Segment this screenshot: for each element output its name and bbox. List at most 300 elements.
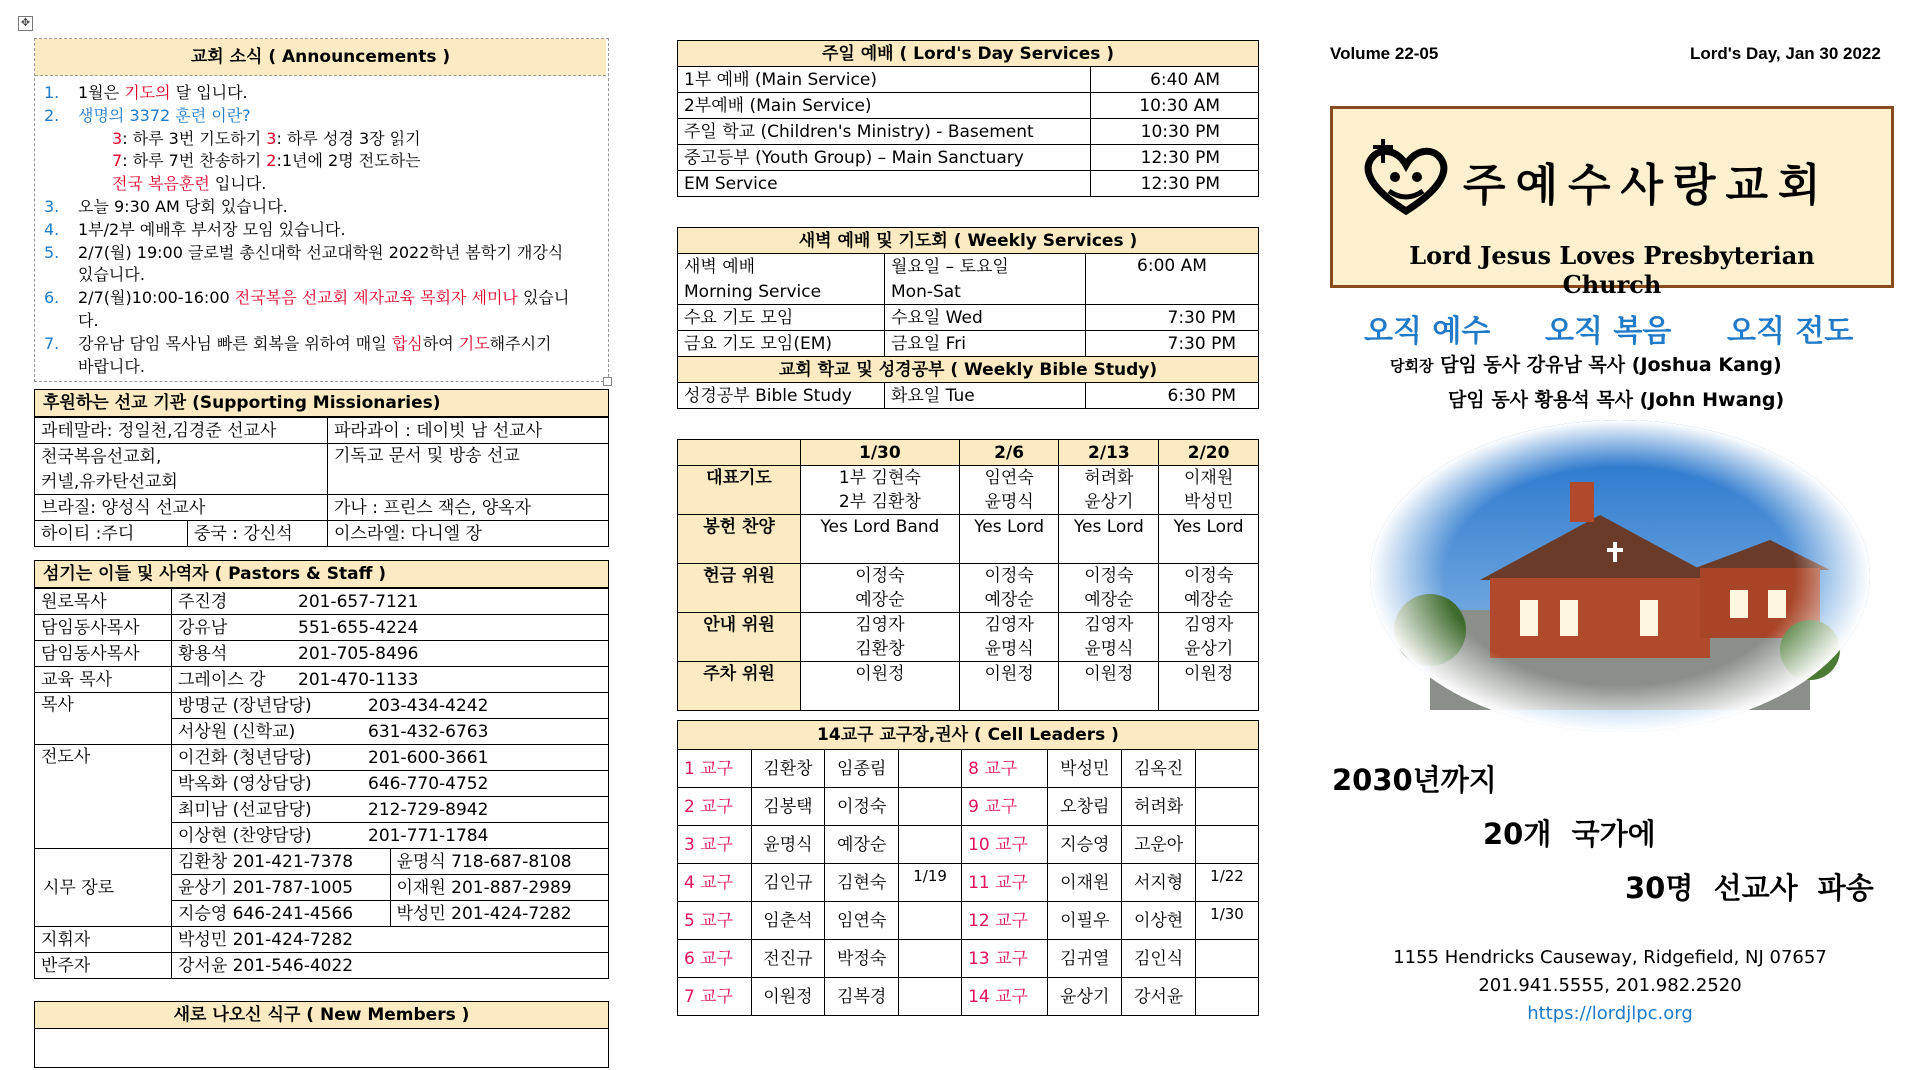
cell-number: 8 교구 — [962, 750, 1048, 788]
volume-label: Volume 22-05 — [1330, 44, 1439, 63]
duty-roster — [677, 439, 1259, 711]
cell-number: 1 교구 — [678, 750, 752, 788]
weekly-cell: Mon-Sat — [885, 279, 1086, 305]
elder-cell: 윤상기 201-787-1005 — [172, 875, 391, 901]
duty-cell-line: 이원정 — [1084, 664, 1134, 684]
announcement-number: 4. — [44, 219, 60, 239]
weekly-time: 7:30 PM — [1086, 331, 1259, 357]
duty-cell — [959, 515, 1059, 564]
duty-cell-line: Yes Lord — [1173, 517, 1244, 537]
elder-cell: 박성민 201-424-7282 — [390, 901, 609, 927]
duty-cell-line: 이정숙 — [1183, 566, 1234, 586]
staff-name-phone — [172, 823, 609, 849]
announcement-line — [44, 196, 288, 218]
duty-cell-line: 예장순 — [1183, 590, 1234, 610]
motto-2: 오직 복음 — [1545, 314, 1672, 349]
cell-leader-name: 고운아 — [1122, 826, 1196, 864]
duty-cell-line: 윤명식 — [984, 492, 1034, 512]
church-english-name: Lord Jesus Loves Presbyterian Church — [1409, 241, 1815, 299]
announcement-text: 있습니 — [517, 288, 570, 308]
service-name: EM Service — [678, 171, 1091, 197]
staff-phone: 551-655-4224 — [298, 617, 419, 638]
announcement-text: 3 — [266, 128, 277, 148]
announcement-text: 7 — [112, 151, 123, 171]
duty-header-row — [678, 440, 1259, 466]
cell-leaders-title: 14교구 교구장,권사 ( Cell Leaders ) — [678, 721, 1259, 750]
duty-row — [678, 564, 1259, 613]
cell-leader-name: 허려화 — [1122, 788, 1196, 826]
announcement-text: 1월은 — [78, 83, 125, 102]
cell-row — [678, 978, 1259, 1016]
cell-row — [678, 826, 1259, 864]
duty-cell — [1059, 466, 1159, 515]
cell-leader-name: 이상현 — [1122, 902, 1196, 940]
services-title: 주일 예배 ( Lord's Day Services ) — [678, 41, 1259, 67]
staff-role: 목사 — [35, 693, 172, 745]
cell-leader-name: 김현숙 — [825, 864, 899, 902]
cell-leader-name: 오창림 — [1048, 788, 1122, 826]
announcement-text: 오늘 9:30 AM 당회 있습니다. — [78, 197, 288, 216]
announcement-text: 2/7(월)10:00-16:00 — [78, 288, 235, 308]
service-name: 1부 예배 (Main Service) — [678, 67, 1091, 93]
cell-note — [899, 826, 962, 864]
staff-name: 최미남 (선교담당) — [178, 799, 312, 820]
staff-row — [35, 667, 609, 693]
announcement-text: :1년에 2명 전도하는 — [276, 151, 421, 171]
senior-pastor-name: 담임 동사 강유남 목사 (Joshua Kang) — [1440, 354, 1782, 376]
cell-leader-name: 윤상기 — [1048, 978, 1122, 1016]
duty-cell-line: 1부 김현숙 — [838, 468, 921, 488]
duty-label: 주차 위원 — [678, 662, 801, 711]
staff-role: 전도사 — [35, 745, 172, 849]
duty-cell — [801, 515, 960, 564]
staff-name: 이상현 (찬양담당) — [178, 825, 312, 846]
staff-row — [35, 641, 609, 667]
duty-cell-line: 박성민 — [1183, 492, 1234, 512]
church-website-link[interactable]: https://lordjlpc.org — [1527, 1003, 1693, 1024]
staff-row — [35, 745, 609, 771]
duty-cell — [1159, 613, 1259, 662]
weekly-cell: 금요일 Fri — [885, 331, 1086, 357]
cell-leader-name: 김복경 — [825, 978, 899, 1016]
heart-cross-icon — [1361, 139, 1451, 223]
cell-note — [1196, 826, 1259, 864]
missionary-cell: 기독교 문서 및 방송 선교 — [328, 444, 609, 495]
conductor-role: 지휘자 — [35, 927, 172, 953]
cell-leader-name: 임종림 — [825, 750, 899, 788]
cell-note — [1196, 978, 1259, 1016]
announcement-text: 입니다. — [209, 174, 267, 194]
conductor-row — [35, 927, 609, 953]
cell-leader-name: 김귀열 — [1048, 940, 1122, 978]
cell-leader-name: 서지형 — [1122, 864, 1196, 902]
weekly-cell: 수요일 Wed — [885, 305, 1086, 331]
cell-number: 3 교구 — [678, 826, 752, 864]
duty-cell — [1059, 613, 1159, 662]
cell-leader-name: 임연숙 — [825, 902, 899, 940]
staff-phone: 212-729-8942 — [368, 799, 489, 820]
cell-number: 13 교구 — [962, 940, 1048, 978]
announcement-line — [44, 264, 145, 286]
duty-cell — [801, 466, 960, 515]
announcement-number: 3. — [44, 197, 60, 216]
duty-cell-line: 김환창 — [855, 639, 905, 659]
duty-cell — [959, 564, 1059, 613]
service-row — [678, 171, 1259, 197]
staff-phone: 203-434-4242 — [368, 695, 489, 716]
announcement-text: 3 — [112, 128, 123, 148]
announcement-text: 해주시기 — [489, 333, 552, 353]
duty-cell — [1059, 662, 1159, 711]
bible-study-cell: 화요일 Tue — [885, 383, 1086, 409]
duty-cell — [801, 662, 960, 711]
announcement-line — [78, 173, 266, 195]
duty-row — [678, 466, 1259, 515]
announcement-line — [44, 105, 251, 127]
missionary-cell: 과테말라: 정일천,김경준 선교사 — [35, 418, 328, 444]
bible-study-title: 교회 학교 및 성경공부 ( Weekly Bible Study) — [678, 357, 1259, 383]
duty-cell — [1159, 515, 1259, 564]
cell-leader-name: 김인규 — [751, 864, 825, 902]
new-members-title: 새로 나오신 식구 ( New Members ) — [34, 1001, 609, 1029]
announcement-line — [44, 82, 248, 104]
cell-leader-name: 김환창 — [751, 750, 825, 788]
cell-number: 7 교구 — [678, 978, 752, 1016]
elder-row — [35, 849, 609, 875]
duty-cell-line: 임연숙 — [984, 468, 1034, 488]
service-time: 12:30 PM — [1091, 171, 1259, 197]
cell-leader-name: 김옥진 — [1122, 750, 1196, 788]
motto-3: 오직 전도 — [1727, 314, 1854, 349]
staff-name-phone — [172, 745, 609, 771]
weekly-title: 새벽 예배 및 기도회 ( Weekly Services ) — [678, 228, 1259, 254]
elder-cell: 윤명식 718-687-8108 — [390, 849, 609, 875]
staff-name: 주진경 — [178, 591, 228, 612]
cell-number: 12 교구 — [962, 902, 1048, 940]
vision-line-2: 20개 국가에 — [1483, 817, 1656, 851]
announcement-line — [44, 356, 145, 378]
duty-cell-line: 김영자 — [1084, 615, 1134, 635]
duty-cell-line: 2부 김환창 — [838, 492, 921, 512]
cell-leader-name: 박정숙 — [825, 940, 899, 978]
duty-cell — [801, 613, 960, 662]
announcement-text: : 하루 3번 기도하기 — [122, 128, 267, 148]
church-phones: 201.941.5555, 201.982.2520 — [1478, 975, 1742, 996]
new-members-section — [34, 1001, 609, 1068]
staff-name: 황용석 — [178, 643, 228, 664]
duty-cell-line: 예장순 — [855, 590, 905, 610]
cell-number: 11 교구 — [962, 864, 1048, 902]
duty-cell-line: 이정숙 — [1084, 566, 1134, 586]
service-row — [678, 93, 1259, 119]
staff-row — [35, 615, 609, 641]
staff-name: 그레이스 강 — [178, 669, 266, 690]
staff-name-phone — [172, 589, 609, 615]
weekly-cell: 월요일 – 토요일 — [885, 254, 1086, 280]
announcement-line — [44, 287, 569, 309]
bible-study-cell: 성경공부 Bible Study — [678, 383, 885, 409]
duty-cell-line: 이재원 — [1183, 468, 1234, 488]
cell-number: 14 교구 — [962, 978, 1048, 1016]
cell-note: 1/19 — [899, 864, 962, 902]
announcement-number: 5. — [44, 242, 60, 262]
service-name: 주일 학교 (Children's Ministry) - Basement — [678, 119, 1091, 145]
announcement-text: 2 — [266, 151, 277, 171]
conductor-name: 박성민 201-424-7282 — [172, 927, 609, 953]
duty-cell-line: 윤명식 — [984, 639, 1034, 659]
service-name: 중고등부 (Youth Group) – Main Sanctuary — [678, 145, 1091, 171]
cell-note — [1196, 788, 1259, 826]
vision-line-1: 2030년까지 — [1332, 763, 1497, 797]
elder-cell: 지승영 646-241-4566 — [172, 901, 391, 927]
missionary-cell: 하이티 :주디 — [35, 521, 188, 546]
staff-phone: 201-657-7121 — [298, 591, 419, 612]
cell-number: 10 교구 — [962, 826, 1048, 864]
duty-label: 헌금 위원 — [678, 564, 801, 613]
cell-row — [678, 750, 1259, 788]
cell-leader-name: 예장순 — [825, 826, 899, 864]
duty-cell — [1159, 662, 1259, 711]
announcement-text: 1부/2부 예배후 부서장 모임 있습니다. — [78, 219, 346, 239]
staff-name: 이건화 (청년담당) — [178, 747, 312, 768]
duty-label: 안내 위원 — [678, 613, 801, 662]
cell-note — [899, 788, 962, 826]
resize-handle-icon[interactable] — [603, 377, 612, 386]
cell-note — [1196, 750, 1259, 788]
staff-name-phone — [172, 693, 609, 719]
staff-name-phone — [172, 667, 609, 693]
cell-note — [899, 940, 962, 978]
duty-cell-line: 이원정 — [855, 664, 905, 684]
duty-cell — [801, 564, 960, 613]
staff-row — [35, 693, 609, 719]
service-time: 10:30 PM — [1091, 119, 1259, 145]
elder-role: 시무 장로 — [35, 849, 172, 927]
announcement-text: 전국복음 선교회 제자교육 목회자 세미나 — [234, 288, 518, 308]
announcement-text: 2/7(월) 19:00 글로벌 총신대학 선교대학원 2022학년 봄학기 개강식 — [78, 242, 564, 262]
staff-name-phone — [172, 719, 609, 745]
weekly-cell: 수요 기도 모임 — [678, 305, 885, 331]
missionary-cell: 중국 : 강신석 — [194, 523, 293, 544]
accompanist-name: 강서윤 201-546-4022 — [172, 953, 609, 979]
duty-cell-line: Yes Lord Band — [820, 517, 940, 537]
cell-leader-name: 박성민 — [1048, 750, 1122, 788]
service-row — [678, 145, 1259, 171]
missionary-cell: 브라질: 양성식 선교사 — [35, 495, 328, 521]
cell-leader-name: 이원정 — [751, 978, 825, 1016]
announcement-text: 기도의 — [124, 83, 171, 102]
duty-cell-line: 이원정 — [1183, 664, 1234, 684]
duty-cell — [1159, 564, 1259, 613]
staff-name: 서상원 (신학교) — [178, 721, 296, 742]
duty-cell-line: 윤상기 — [1183, 639, 1234, 659]
weekly-services — [677, 227, 1259, 409]
announcement-number: 2. — [44, 105, 60, 125]
announcement-line — [78, 128, 421, 150]
missionaries-section — [34, 389, 609, 547]
accompanist-role: 반주자 — [35, 953, 172, 979]
cell-number: 2 교구 — [678, 788, 752, 826]
announcement-line — [44, 242, 563, 264]
staff-table — [34, 588, 609, 979]
duty-cell-line: 예장순 — [1084, 590, 1134, 610]
duty-date: 2/13 — [1059, 440, 1159, 466]
cell-note — [899, 978, 962, 1016]
announcement-number: 1. — [44, 83, 60, 102]
announcement-text: 바랍니다. — [78, 356, 145, 376]
service-time: 10:30 AM — [1091, 93, 1259, 119]
duty-cell-line: 이원정 — [984, 664, 1034, 684]
church-photo — [1370, 420, 1870, 732]
weekly-cell: Morning Service — [678, 279, 885, 305]
cell-row — [678, 902, 1259, 940]
table-move-handle-icon[interactable]: ✥ — [18, 16, 33, 31]
cell-leader-name: 강서윤 — [1122, 978, 1196, 1016]
cell-leader-name: 이재원 — [1048, 864, 1122, 902]
staff-role: 담임동사목사 — [35, 641, 172, 667]
cell-number: 4 교구 — [678, 864, 752, 902]
announcement-text: 생명의 3372 훈련 이란? — [78, 105, 251, 125]
cell-row — [678, 788, 1259, 826]
duty-date: 1/30 — [801, 440, 960, 466]
cell-number: 5 교구 — [678, 902, 752, 940]
staff-role: 담임동사목사 — [35, 615, 172, 641]
weekly-time: 6:00 AM — [1086, 254, 1259, 305]
missionary-cell: 가나 : 프린스 잭슨, 양옥자 — [328, 495, 609, 521]
service-time: 12:30 PM — [1091, 145, 1259, 171]
staff-name-phone — [172, 797, 609, 823]
missionary-cell: 커넬,유카탄선교회 — [35, 469, 328, 495]
staff-phone: 201-771-1784 — [368, 825, 489, 846]
church-logo-box — [1330, 106, 1894, 299]
duty-cell — [959, 662, 1059, 711]
staff-phone: 201-600-3661 — [368, 747, 489, 768]
cell-note — [899, 902, 962, 940]
duty-label: 대표기도 — [678, 466, 801, 515]
date-label: Lord's Day, Jan 30 2022 — [1690, 44, 1881, 63]
duty-cell-line: 윤상기 — [1084, 492, 1134, 512]
duty-cell — [1059, 515, 1159, 564]
announcement-text: 달 입니다. — [170, 83, 248, 102]
cell-note — [899, 750, 962, 788]
announcement-text: 있습니다. — [78, 265, 145, 285]
missionary-cell: 파라과이 : 데이빗 남 선교사 — [328, 418, 609, 444]
service-name: 2부예배 (Main Service) — [678, 93, 1091, 119]
announcement-text: 다. — [78, 311, 99, 330]
announcement-number: 7. — [44, 333, 60, 353]
duty-cell-line: 이정숙 — [984, 566, 1034, 586]
duty-row — [678, 515, 1259, 564]
cell-leader-name: 이정숙 — [825, 788, 899, 826]
staff-name-phone — [172, 771, 609, 797]
weekly-cell: 금요 기도 모임(EM) — [678, 331, 885, 357]
duty-cell-line: Yes Lord — [974, 517, 1045, 537]
missionary-cell: 천국복음선교회, — [35, 444, 328, 470]
duty-date: 2/20 — [1159, 440, 1259, 466]
staff-section — [34, 560, 609, 979]
cell-row — [678, 864, 1259, 902]
staff-phone: 631-432-6763 — [368, 721, 489, 742]
cell-number: 6 교구 — [678, 940, 752, 978]
missionary-cell: 이스라엘: 다니엘 장 — [328, 521, 609, 547]
service-row — [678, 67, 1259, 93]
duty-row — [678, 613, 1259, 662]
cell-leader-name: 전진규 — [751, 940, 825, 978]
announcement-line — [78, 150, 421, 172]
service-row — [678, 119, 1259, 145]
staff-name: 방명군 (장년담당) — [178, 695, 312, 716]
service-time: 6:40 AM — [1091, 67, 1259, 93]
bible-study-time: 6:30 PM — [1086, 383, 1259, 409]
announcement-line — [44, 219, 346, 241]
cell-leader-name: 김봉택 — [751, 788, 825, 826]
church-address: 1155 Hendricks Causeway, Ridgefield, NJ 07657 — [1393, 947, 1827, 968]
staff-phone: 201-470-1133 — [298, 669, 419, 690]
co-pastor-name: 담임 동사 황용석 목사 (John Hwang) — [1448, 389, 1785, 411]
duty-cell-line: Yes Lord — [1073, 517, 1144, 537]
missionaries-title: 후원하는 선교 기관 (Supporting Missionaries) — [34, 389, 609, 417]
senior-pastor-line — [1390, 350, 1782, 377]
new-members-box — [34, 1029, 609, 1068]
announcement-number: 6. — [44, 288, 60, 308]
announcement-text: 전국 복음훈련 — [112, 174, 210, 194]
announcement-text: 기도 — [458, 333, 490, 353]
duty-row — [678, 662, 1259, 711]
duty-cell-line: 이정숙 — [855, 566, 905, 586]
staff-title: 섬기는 이들 및 사역자 ( Pastors & Staff ) — [34, 560, 609, 588]
cell-note — [1196, 940, 1259, 978]
duty-cell-line: 김영자 — [984, 615, 1034, 635]
staff-phone: 201-705-8496 — [298, 643, 419, 664]
cell-leader-name: 지승영 — [1048, 826, 1122, 864]
motto-1: 오직 예수 — [1364, 314, 1491, 349]
elder-cell: 김환창 201-421-7378 — [172, 849, 391, 875]
staff-row — [35, 589, 609, 615]
accompanist-row — [35, 953, 609, 979]
announcements-title: 교회 소식 ( Announcements ) — [35, 39, 606, 76]
staff-role: 원로목사 — [35, 589, 172, 615]
vision-line-3: 30명 선교사 파송 — [1625, 871, 1874, 905]
staff-name-phone — [172, 615, 609, 641]
announcement-text: 강유남 담임 목사님 빠른 회복을 위하여 매일 — [78, 333, 392, 353]
duty-cell-line: 김영자 — [855, 615, 905, 635]
cell-leader-name: 김인식 — [1122, 940, 1196, 978]
elder-cell: 이재원 201-887-2989 — [390, 875, 609, 901]
cell-leaders — [677, 720, 1259, 1016]
staff-name-phone — [172, 641, 609, 667]
lords-day-services — [677, 40, 1259, 197]
cell-leader-name: 이필우 — [1048, 902, 1122, 940]
duty-cell — [959, 613, 1059, 662]
weekly-time: 7:30 PM — [1086, 305, 1259, 331]
cell-note: 1/22 — [1196, 864, 1259, 902]
duty-cell — [1059, 564, 1159, 613]
cell-note: 1/30 — [1196, 902, 1259, 940]
duty-cell-line: 김영자 — [1183, 615, 1234, 635]
cell-leader-name: 윤명식 — [751, 826, 825, 864]
staff-name: 박옥화 (영상담당) — [178, 773, 312, 794]
announcement-line — [44, 333, 551, 355]
cell-number: 9 교구 — [962, 788, 1048, 826]
duty-cell — [1159, 466, 1259, 515]
duty-corner — [678, 440, 801, 466]
duty-label: 봉헌 찬양 — [678, 515, 801, 564]
duty-date: 2/6 — [959, 440, 1059, 466]
announcement-text: : 하루 성경 3장 읽기 — [276, 128, 421, 148]
weekly-cell: 새벽 예배 — [678, 254, 885, 280]
staff-phone: 646-770-4752 — [368, 773, 489, 794]
cell-row — [678, 940, 1259, 978]
